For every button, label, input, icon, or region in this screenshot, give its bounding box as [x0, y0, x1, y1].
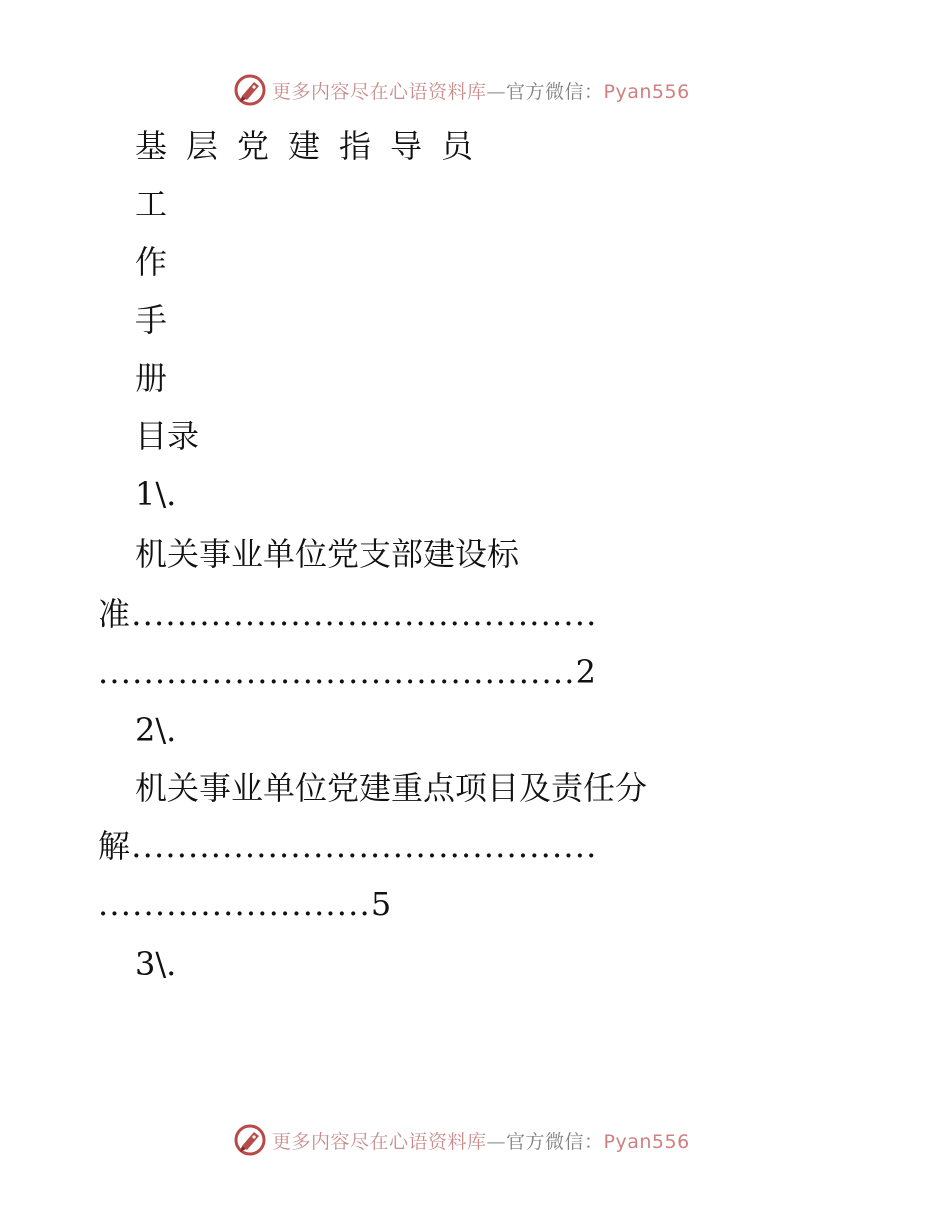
title-line-3: 作: [135, 243, 168, 281]
watermark-id: Pyan556: [603, 1130, 690, 1153]
watermark-dash: —: [486, 1130, 507, 1153]
watermark-header: [232, 72, 690, 108]
watermark-dash: —: [486, 80, 507, 103]
toc-item-2-title-cont: 解.........................................: [98, 827, 598, 865]
watermark-text-a: 更多内容尽在心语资料库: [272, 80, 487, 103]
pen-logo-icon: [232, 1122, 268, 1158]
pen-logo-icon: [232, 72, 268, 108]
title-line-5: 册: [135, 359, 168, 397]
toc-item-1-title: 机关事业单位党支部建设标: [135, 535, 520, 573]
toc-heading: 目录: [135, 417, 200, 455]
toc-item-3-number: 3\.: [135, 945, 177, 983]
watermark-footer: [232, 1122, 690, 1158]
watermark-text-b: 官方微信：: [506, 80, 604, 103]
watermark-text-b: 官方微信：: [506, 1130, 604, 1153]
toc-item-2-number: 2\.: [135, 711, 177, 749]
toc-item-1-title-cont: 准.........................................: [98, 595, 598, 633]
toc-item-2-title: 机关事业单位党建重点项目及责任分: [135, 769, 648, 807]
toc-item-2-page: ........................5: [98, 885, 393, 923]
toc-item-1-page: ..........................................2: [98, 653, 598, 691]
watermark-id: Pyan556: [603, 80, 690, 103]
title-line-2: 工: [135, 185, 168, 223]
watermark-text-a: 更多内容尽在心语资料库: [272, 1130, 487, 1153]
toc-item-1-number: 1\.: [135, 475, 177, 513]
title-line-1: 基层党建指导员: [135, 127, 493, 165]
title-line-4: 手: [135, 301, 168, 339]
